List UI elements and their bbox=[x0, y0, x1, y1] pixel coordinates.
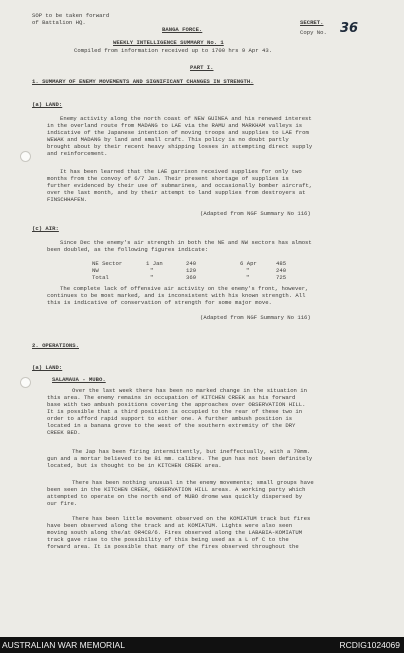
table-cell-value: 129 bbox=[186, 267, 197, 274]
paragraph-line: There has been little movement observed on the KOMIATUM track but fires bbox=[72, 515, 311, 522]
compiled-date-line: Compiled from information received up to 1700 hrs 9 Apr 43. bbox=[74, 47, 273, 54]
copy-number-handwritten: 36 bbox=[340, 21, 359, 36]
archive-footer-bar bbox=[0, 637, 404, 653]
paragraph-line: brought about by their recent heavy shipping losses in attempting direct supply bbox=[47, 143, 313, 150]
paragraph-line: been seen in the KITCHEN CREEK, OBSERVATION HILL areas. A working party which bbox=[47, 486, 306, 493]
air-subheading: (c) AIR: bbox=[32, 225, 59, 232]
table-cell-date: " bbox=[150, 267, 154, 274]
force-name: BANGA FORCE. bbox=[162, 26, 203, 33]
land-subheading: (a) LAND: bbox=[32, 101, 63, 108]
paragraph-line: base with two ambush positions covering the approaches over OBSERVATION HILL. bbox=[47, 401, 306, 408]
table-cell-sector: Total bbox=[92, 274, 109, 281]
punch-hole bbox=[20, 377, 31, 388]
table-cell-date: 6 Apr bbox=[240, 260, 257, 267]
paragraph-line: CREEK BED. bbox=[47, 429, 81, 436]
table-cell-value: 240 bbox=[186, 260, 197, 267]
table-cell-sector: NW bbox=[92, 267, 99, 274]
paragraph-line: located in a banana grove to the west of the southern extremity of the DRY bbox=[47, 422, 296, 429]
paragraph-line: Since Dec the enemy's air strength in both the NE and NW sectors has almost bbox=[60, 239, 312, 246]
paragraph-line: FINSCHHAFEN. bbox=[47, 196, 88, 203]
section-2-heading: 2. OPERATIONS. bbox=[32, 342, 79, 349]
paragraph-line: track gave rise to the possibility of this being used as a L of C to the bbox=[47, 536, 289, 543]
distribution-note-line2: of Battalion HQ. bbox=[32, 19, 86, 26]
table-cell-date: 1 Jan bbox=[146, 260, 163, 267]
paragraph-line: There has been nothing unusual in the enemy movements; small groups have bbox=[72, 479, 314, 486]
paragraph-line: continues to be most marked, and is inconsistent with his known strength. All bbox=[47, 292, 306, 299]
paragraph-line: our fire. bbox=[47, 500, 78, 507]
table-cell-value: 485 bbox=[276, 260, 287, 267]
paragraph-line: this area. The enemy remains in occupation of KITCHEN CREEK as his forward bbox=[47, 394, 296, 401]
paragraph-line: It has been learned that the LAE garrison received supplies for only two bbox=[60, 168, 302, 175]
paragraph-line: It is possible that a third position is occupied to the rear of these two in bbox=[47, 408, 303, 415]
record-id: RCDIG1024069 bbox=[339, 640, 400, 650]
paragraph-line: WEWAK and MADANG by land and small craft. This policy is no doubt partly bbox=[47, 136, 289, 143]
document-title: WEEKLY INTELLIGENCE SUMMARY No. 1 bbox=[113, 39, 224, 46]
paragraph-line: and reinforcement. bbox=[47, 150, 108, 157]
table-cell-date: " bbox=[246, 267, 250, 274]
section-1-heading: 1. SUMMARY OF ENEMY MOVEMENTS AND SIGNIFICANT CHANGES IN STRENGTH. bbox=[32, 78, 254, 85]
source-note: (Adapted from NGF Summary No 116) bbox=[200, 314, 311, 321]
paragraph-line: indicative of the Japanese intention of moving troops and supplies to LAE from bbox=[47, 129, 309, 136]
paragraph-line: months from the convoy of 6/7 Jan. Their present shortage of supplies is bbox=[47, 175, 289, 182]
paragraph-line: Enemy activity along the north coast of NEW GUINEA and his renewed interest bbox=[60, 115, 312, 122]
archive-name: AUSTRALIAN WAR MEMORIAL bbox=[2, 640, 125, 650]
copy-number-label: Copy No. bbox=[300, 29, 327, 36]
table-cell-value: 369 bbox=[186, 274, 197, 281]
paragraph-line: been doubled, as the following figures indicate: bbox=[47, 246, 209, 253]
paragraph-line: further evidenced by their use of submarines, and occasionally bomber aircraft, bbox=[47, 182, 313, 189]
paragraph-line: have been observed along the track and at KOMIATUM. Lights were also seen bbox=[47, 522, 293, 529]
security-classification: SECRET. bbox=[300, 19, 324, 26]
paragraph-line: moving south along the/at OR4C8/6. Fires observed along the LABABIA-KOMIATUM bbox=[47, 529, 303, 536]
table-cell-date: " bbox=[150, 274, 154, 281]
paragraph-line: in the overland route from MADANG to LAE via the RAMU and MARKHAM valleys is bbox=[47, 122, 303, 129]
paragraph-line: located, but is thought to be in KITCHEN CREEK area. bbox=[47, 462, 222, 469]
distribution-note-line1: SOP to be taken forward bbox=[32, 12, 110, 19]
source-note: (Adapted from NGF Summary No 116) bbox=[200, 210, 311, 217]
land-subheading: (a) LAND: bbox=[32, 364, 63, 371]
table-cell-sector: NE Sector bbox=[92, 260, 123, 267]
table-cell-value: 725 bbox=[276, 274, 287, 281]
table-cell-date: " bbox=[246, 274, 250, 281]
paragraph-line: attempted to operate on the north end of MUBO drome was quickly dispersed by bbox=[47, 493, 303, 500]
paragraph-line: over the last month, and by their attempt to land supplies from destroyers at bbox=[47, 189, 306, 196]
paragraph-line: The Jap has been firing intermittently, but ineffectually, with a 70mm. bbox=[72, 448, 311, 455]
area-subheading: SALAMAUA - MUBO. bbox=[52, 376, 106, 383]
table-cell-value: 240 bbox=[276, 267, 287, 274]
punch-hole bbox=[20, 151, 31, 162]
paragraph-line: forward area. It is possible that many of the fires observed throughout the bbox=[47, 543, 299, 550]
paragraph-line: gun and a mortar believed to be 81 mm. calibre. The gun has not been definitely bbox=[47, 455, 313, 462]
part-heading: PART I. bbox=[190, 64, 214, 71]
paragraph-line: The complete lack of offensive air activity on the enemy's front, however, bbox=[60, 285, 309, 292]
paragraph-line: Over the last week there has been no marked change in the situation in bbox=[72, 387, 307, 394]
paragraph-line: order to afford rapid support to either one. A further ambush position is bbox=[47, 415, 293, 422]
paragraph-line: this is indicative of conservation of strength for some major move. bbox=[47, 299, 272, 306]
